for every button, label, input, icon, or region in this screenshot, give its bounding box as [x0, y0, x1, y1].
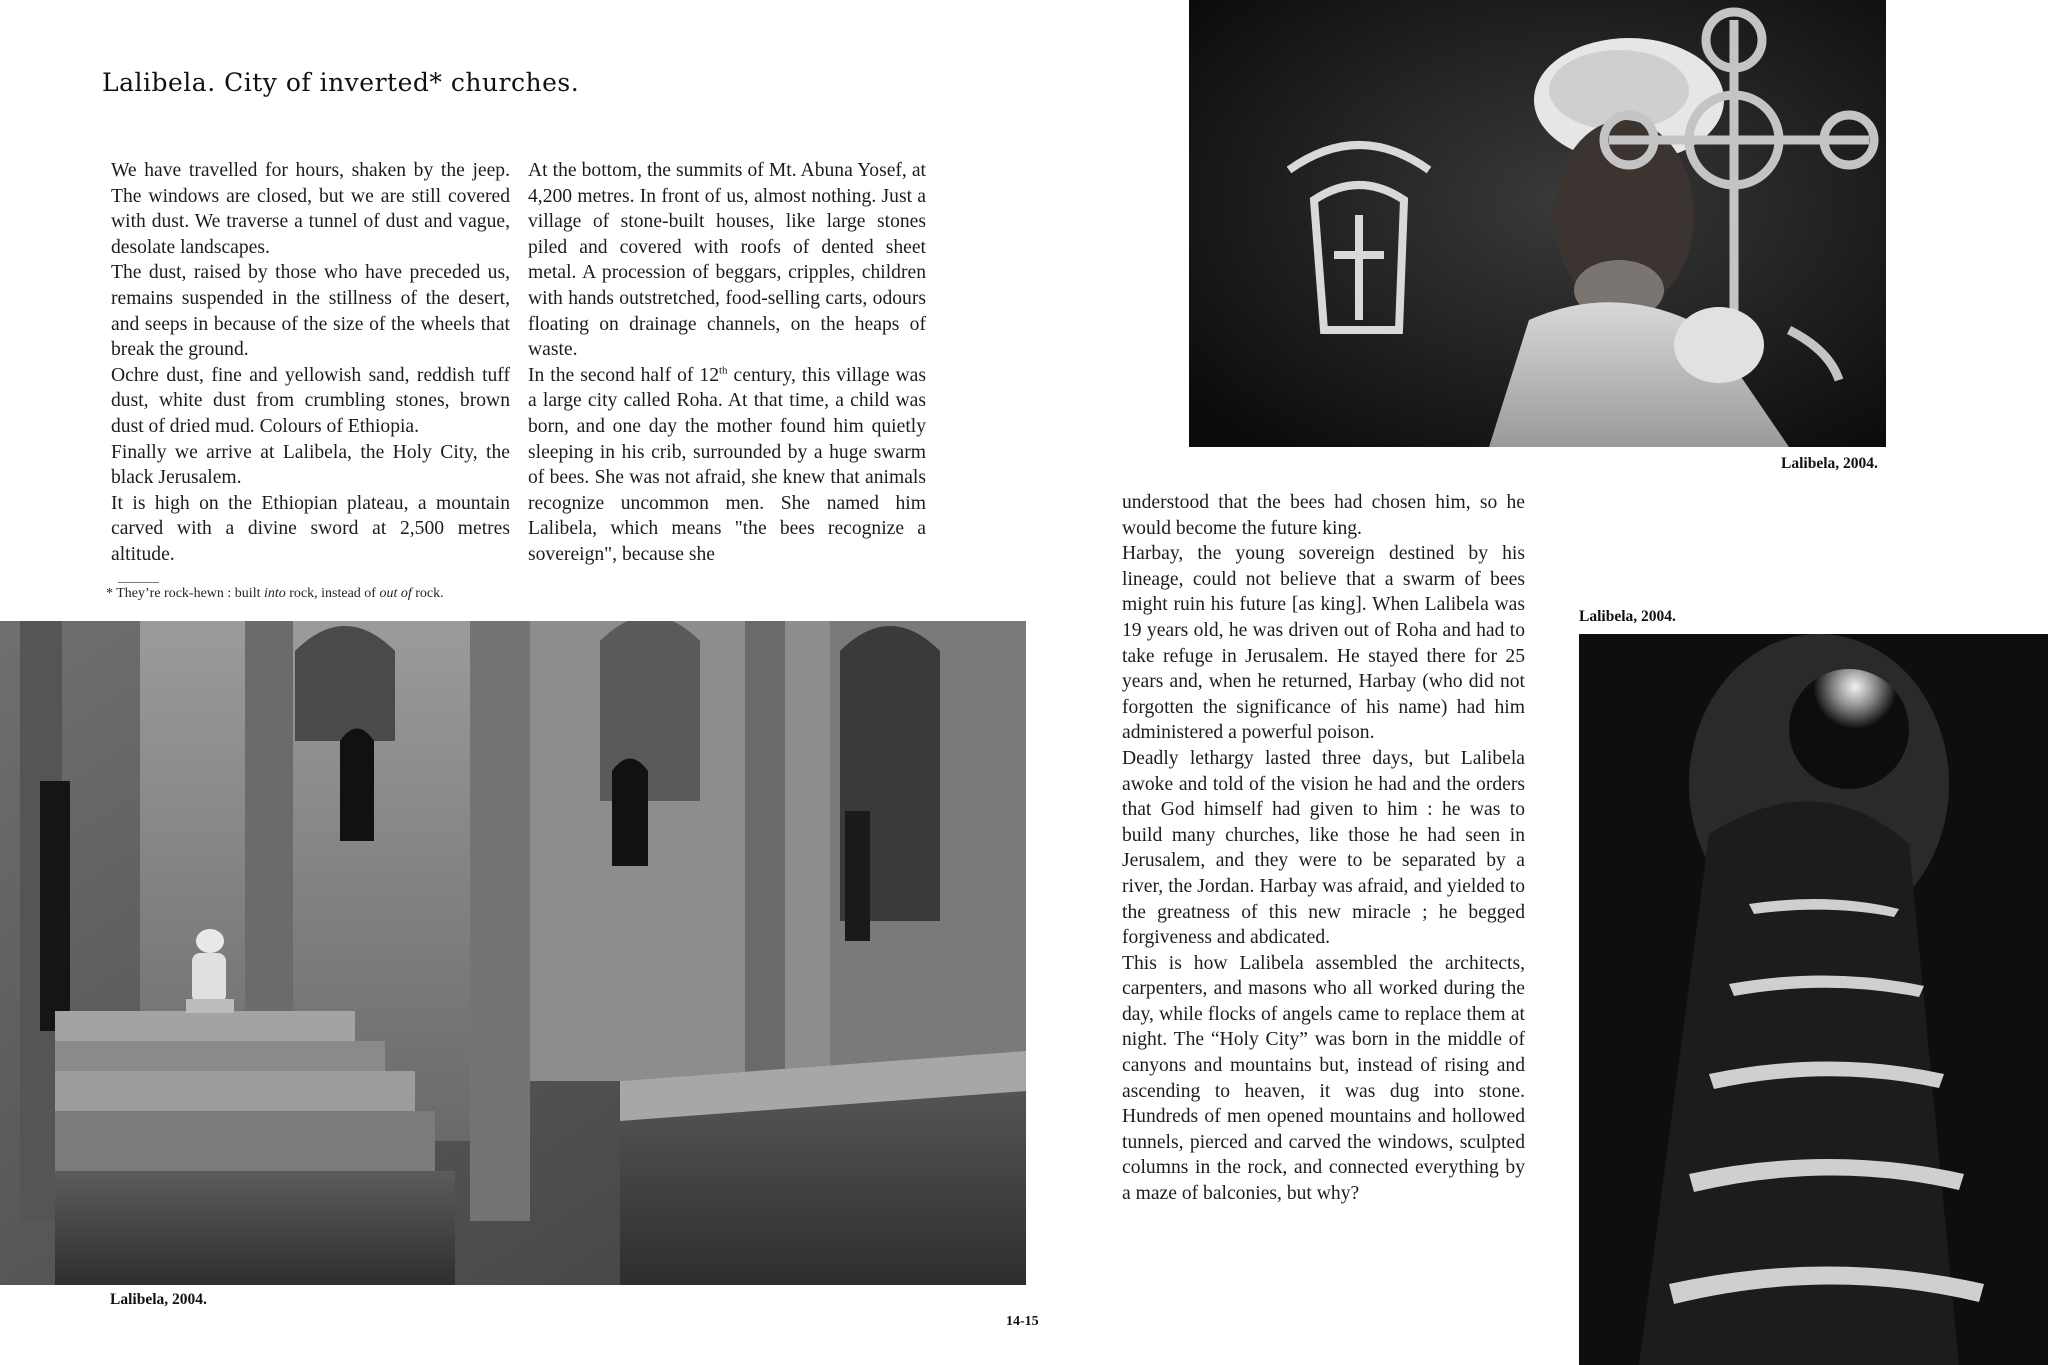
- footnote: [106, 586, 444, 602]
- paragraph: The dust, raised by those who have preceded us, remains suspended in the stillness of the desert, and seeps in because of the size of the wheels that break the ground.: [111, 262, 510, 361]
- paragraph: It is high on the Ethiopian plateau, a mountain carved with a divine sword at 2,500 metres altitude.: [111, 492, 510, 565]
- text-column-1: [111, 158, 510, 568]
- paragraph: At the bottom, the summits of Mt. Abuna Yosef, at 4,200 metres. In front of us, almost nothing. Just a village of stone-built houses, like large stones piled and covered with roofs of dented sheet metal. A procession of beggars, cripples, children with hands outstretched, food-selling carts, odours floating on drainage channels, on the heaps of waste.: [528, 160, 926, 361]
- text-column-2: [528, 158, 926, 568]
- footnote-emphasis: into: [263, 586, 286, 601]
- priest-photo: [1189, 0, 1886, 447]
- photo-caption: Lalibela, 2004.: [110, 1291, 207, 1308]
- footnote-emphasis: out of: [379, 586, 412, 601]
- paragraph: We have travelled for hours, shaken by the jeep. The windows are closed, but we are still covered with dust. We traverse a tunnel of dust and vague, desolate landscapes.: [111, 160, 510, 258]
- text-column-3: [1122, 490, 1525, 1207]
- tunnel-steps-photo: [1579, 634, 2048, 1365]
- paragraph: Ochre dust, fine and yellowish sand, reddish tuff dust, white dust from crumbling stones, brown dust of dried mud. Colours of Ethiopia.: [111, 364, 510, 437]
- paragraph: understood that the bees had chosen him, so he would become the future king.: [1122, 492, 1525, 539]
- photo-caption: Lalibela, 2004.: [1781, 455, 1878, 472]
- text-run: In the second half of 12: [528, 364, 719, 386]
- superscript: th: [719, 364, 728, 377]
- footnote-text: * They’re rock-hewn : built: [106, 586, 264, 601]
- rock-churches-photo: [0, 621, 1026, 1285]
- paragraph: Finally we arrive at Lalibela, the Holy City, the black Jerusalem.: [111, 441, 510, 489]
- paragraph: Harbay, the young sovereign destined by his lineage, could not believe that a swarm of bees might ruin his future [as king]. When Lalibela was 19 years old, he was driven out of Roha and had to take refuge in Jerusalem. He stayed there for 25 years and, when he returned, Harbay (who did not forgotten the significance of his name) had him administered a powerful poison.: [1122, 543, 1525, 744]
- page-number: 14-15: [1006, 1314, 1039, 1329]
- footnote-text: rock.: [411, 586, 444, 601]
- photo-caption: Lalibela, 2004.: [1579, 608, 1676, 625]
- paragraph: This is how Lalibela assembled the architects, carpenters, and masons who all worked during the day, while flocks of angels came to replace them at night. The “Holy City” was born in the middle of canyons and mountains but, instead of rising and ascending to heaven, it was dug into stone. Hundreds of men opened mountains and hollowed tunnels, pierced and carved the windows, sculpted columns in the rock, and connected everything by a maze of balconies, but why?: [1122, 952, 1525, 1205]
- page-title: Lalibela. City of inverted* churches.: [102, 68, 580, 97]
- footnote-text: rock, instead of: [285, 586, 380, 601]
- paragraph: [528, 363, 926, 568]
- footnote-divider: [118, 582, 159, 583]
- text-run: century, this village was a large city called Roha. At that time, a child was born, and one day the mother found him quietly sleeping in his crib, surrounded by a huge swarm of bees. She was not afraid, she knew that animals recognize uncommon men. She named him Lalibela, which means "the bees recognize a sovereign", because she: [528, 364, 926, 565]
- paragraph: Deadly lethargy lasted three days, but Lalibela awoke and told of the vision he had and the orders that God himself had given to him : he was to build many churches, like those he had seen in Jerusalem, and they were to be separated by a river, the Jordan. Harbay was afraid, and yielded to the greatness of this new miracle ; he begged forgiveness and abdicated.: [1122, 747, 1525, 949]
